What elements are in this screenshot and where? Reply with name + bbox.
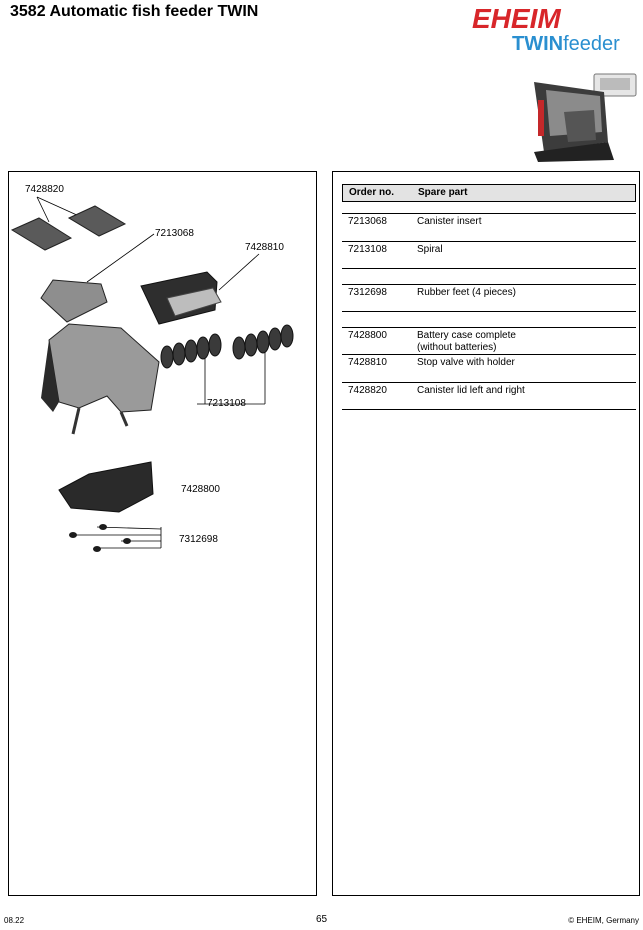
part-label: 7428800 <box>181 484 220 495</box>
table-divider <box>342 213 636 214</box>
spiral-right <box>233 325 293 359</box>
order-number: 7428800 <box>348 330 387 341</box>
part-description: Stop valve with holder <box>417 357 515 368</box>
canister-insert <box>41 280 107 322</box>
table-divider <box>342 311 636 312</box>
eheim-twinfeeder-logo <box>470 2 640 54</box>
table-header <box>342 184 636 202</box>
logo-brand-text: EHEIM <box>472 3 561 34</box>
header-spare-part: Spare part <box>418 187 468 198</box>
logo-twin-text: TWIN <box>512 33 564 54</box>
order-number: 7428820 <box>348 385 387 396</box>
part-description-line1: Battery case complete <box>417 330 516 341</box>
table-divider <box>342 382 636 383</box>
order-number: 7213068 <box>348 216 387 227</box>
housing <box>49 324 159 412</box>
order-number: 7213108 <box>348 244 387 255</box>
part-label: 7312698 <box>179 534 218 545</box>
part-description-line2: (without batteries) <box>417 342 497 353</box>
part-label: 7428810 <box>245 242 284 253</box>
footer-copyright: © EHEIM, Germany <box>568 916 639 925</box>
part-description: Rubber feet (4 pieces) <box>417 287 516 298</box>
part-label: 7213068 <box>155 228 194 239</box>
table-divider <box>342 327 636 328</box>
table-divider <box>342 241 636 242</box>
order-number: 7428810 <box>348 357 387 368</box>
part-description <box>417 330 516 354</box>
page-number: 65 <box>316 914 328 925</box>
table-divider <box>342 354 636 355</box>
spare-parts-panel <box>332 171 640 896</box>
table-divider <box>342 284 636 285</box>
svg-text:TWINfeeder <box>512 33 620 54</box>
page-title: 3582 Automatic fish feeder TWIN <box>10 3 259 20</box>
canister-lid-right <box>69 206 125 236</box>
part-label: 7213108 <box>207 398 246 409</box>
part-description: Canister insert <box>417 216 482 227</box>
part-label: 7428820 <box>25 184 64 195</box>
table-divider <box>342 268 636 269</box>
product-photo <box>524 72 640 162</box>
logo-feeder-text: feeder <box>563 33 620 54</box>
battery-case <box>59 462 153 512</box>
exploded-diagram-panel <box>8 171 317 896</box>
header-order-no: Order no. <box>349 187 395 198</box>
order-number: 7312698 <box>348 287 387 298</box>
table-divider <box>342 409 636 410</box>
spiral-left <box>161 334 221 368</box>
part-description: Canister lid left and right <box>417 385 525 396</box>
footer-date: 08.22 <box>4 916 25 925</box>
canister-lid-left <box>12 218 71 250</box>
part-description: Spiral <box>417 244 443 255</box>
